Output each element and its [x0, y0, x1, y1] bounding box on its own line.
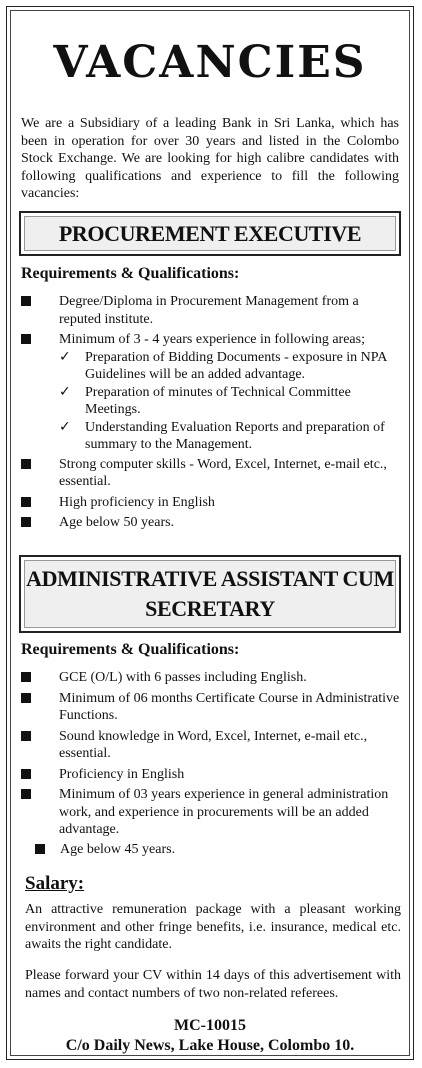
- square-bullet-icon: [21, 459, 31, 469]
- square-bullet-icon: [21, 517, 31, 527]
- position-banner-admin: [19, 555, 401, 633]
- list-item: [21, 786, 403, 839]
- checkmark-icon: ✓: [59, 418, 71, 435]
- position-title-procurement: PROCUREMENT EXECUTIVE: [24, 216, 396, 251]
- advertisement-frame: [6, 6, 414, 1060]
- sub-item-text: Preparation of Bidding Documents - exposure in NPA Guidelines will be an added advantage.: [85, 349, 387, 382]
- list-item: [21, 514, 403, 532]
- apply-paragraph: Please forward your CV within 14 days of this advertisement with names and contact numbers of two non-related referees.: [25, 968, 401, 1001]
- checkmark-icon: ✓: [59, 348, 71, 365]
- list-item: [35, 841, 403, 859]
- list-item: [21, 766, 403, 784]
- square-bullet-icon: [21, 731, 31, 741]
- item-text: Degree/Diploma in Procurement Management from a reputed institute.: [59, 294, 359, 327]
- page-title: VACANCIES: [53, 37, 367, 88]
- position-title-line2: SECRETARY: [145, 596, 275, 621]
- contact-address: C/o Daily News, Lake House, Colombo 10.: [65, 1037, 355, 1054]
- list-item: [21, 669, 403, 687]
- square-bullet-icon: [21, 789, 31, 799]
- item-text: Age below 50 years.: [59, 515, 175, 530]
- requirements-heading-admin: Requirements & Qualifications:: [21, 641, 240, 658]
- sub-item-text: Preparation of minutes of Technical Committee Meetings.: [85, 384, 351, 417]
- square-bullet-icon: [21, 334, 31, 344]
- requirements-list-admin: [21, 669, 403, 858]
- square-bullet-icon: [21, 769, 31, 779]
- sub-list-item: [21, 419, 403, 454]
- requirements-list-procurement: [21, 293, 403, 532]
- sub-list-item: [21, 349, 403, 384]
- item-text: Age below 45 years.: [60, 841, 176, 857]
- sub-item-text: Understanding Evaluation Reports and preparation of summary to the Management.: [85, 419, 385, 452]
- item-text: Strong computer skills - Word, Excel, Internet, e-mail etc., essential.: [59, 456, 387, 489]
- item-text: Minimum of 06 months Certificate Course in Administrative Functions.: [59, 690, 400, 723]
- item-text: High proficiency in English: [59, 494, 215, 510]
- sub-list-item: [21, 384, 403, 419]
- item-text: Proficiency in English: [59, 766, 185, 782]
- list-item: [21, 728, 403, 763]
- salary-heading: Salary:: [25, 873, 85, 894]
- item-text: Sound knowledge in Word, Excel, Internet, e-mail etc., essential.: [59, 728, 368, 761]
- reference-code: MC-10015: [174, 1017, 246, 1034]
- square-bullet-icon: [35, 844, 45, 854]
- item-text: Minimum of 3 - 4 years experience in following areas;: [59, 332, 365, 347]
- list-item: [21, 331, 403, 349]
- salary-paragraph: An attractive remuneration package with a pleasant working environment and other fringe benefits, i.e. insurance, medical etc. awaits the right candidate.: [25, 902, 401, 952]
- square-bullet-icon: [21, 497, 31, 507]
- position-title-admin: [24, 560, 396, 628]
- intro-paragraph: We are a Subsidiary of a leading Bank in Sri Lanka, which has been in operation for over 30 years and listed in the Colombo Stock Exchange. We are looking for high calibre candidates with following qualifications and experience to fill the following vacancies:: [21, 116, 399, 201]
- list-item: [21, 293, 403, 328]
- list-item: [21, 494, 403, 512]
- position-banner-procurement: [19, 211, 401, 256]
- position-title-line1: ADMINISTRATIVE ASSISTANT CUM: [26, 566, 394, 591]
- requirements-heading-procurement: Requirements & Qualifications:: [21, 265, 240, 282]
- item-text: Minimum of 03 years experience in general administration work, and experience in procurements will be an added advantage.: [59, 787, 389, 837]
- checkmark-icon: ✓: [59, 383, 71, 400]
- item-text: GCE (O/L) with 6 passes including English.: [59, 670, 307, 685]
- square-bullet-icon: [21, 693, 31, 703]
- list-item: [21, 456, 403, 491]
- square-bullet-icon: [21, 672, 31, 682]
- square-bullet-icon: [21, 296, 31, 306]
- list-item: [21, 690, 403, 725]
